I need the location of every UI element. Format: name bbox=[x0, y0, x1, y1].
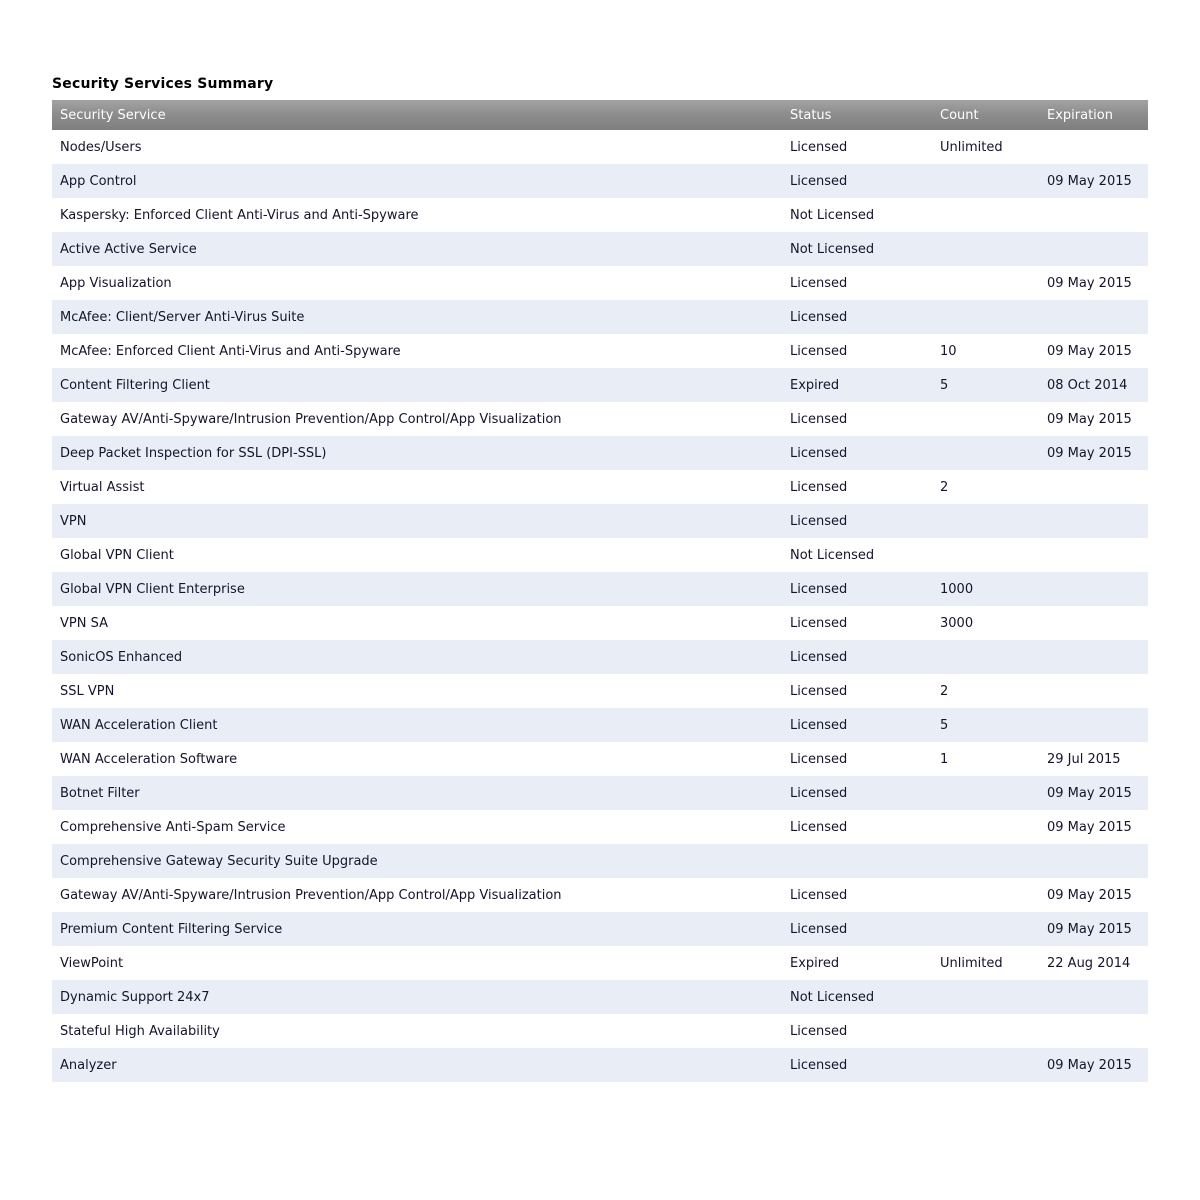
service-cell: Nodes/Users bbox=[52, 130, 782, 164]
security-services-summary-panel bbox=[52, 76, 1148, 1082]
count-cell bbox=[932, 402, 1039, 436]
count-cell bbox=[932, 878, 1039, 912]
table-row bbox=[52, 640, 1148, 674]
service-cell: Global VPN Client Enterprise bbox=[52, 572, 782, 606]
status-cell: Licensed bbox=[782, 334, 932, 368]
status-cell: Expired bbox=[782, 946, 932, 980]
table-row bbox=[52, 198, 1148, 232]
status-cell: Not Licensed bbox=[782, 198, 932, 232]
expiration-cell: 09 May 2015 bbox=[1039, 810, 1148, 844]
table-row bbox=[52, 266, 1148, 300]
expiration-cell: 09 May 2015 bbox=[1039, 912, 1148, 946]
expiration-cell bbox=[1039, 674, 1148, 708]
count-cell bbox=[932, 266, 1039, 300]
count-cell bbox=[932, 436, 1039, 470]
status-cell: Licensed bbox=[782, 164, 932, 198]
expiration-cell: 22 Aug 2014 bbox=[1039, 946, 1148, 980]
count-cell: Unlimited bbox=[932, 946, 1039, 980]
table-header-row bbox=[52, 100, 1148, 130]
table-row bbox=[52, 776, 1148, 810]
service-cell: Dynamic Support 24x7 bbox=[52, 980, 782, 1014]
expiration-cell: 09 May 2015 bbox=[1039, 266, 1148, 300]
count-cell bbox=[932, 844, 1039, 878]
service-cell: Comprehensive Anti-Spam Service bbox=[52, 810, 782, 844]
service-cell: VPN SA bbox=[52, 606, 782, 640]
service-cell: Content Filtering Client bbox=[52, 368, 782, 402]
status-cell: Licensed bbox=[782, 742, 932, 776]
expiration-cell bbox=[1039, 606, 1148, 640]
status-cell: Licensed bbox=[782, 674, 932, 708]
expiration-cell: 09 May 2015 bbox=[1039, 334, 1148, 368]
status-cell: Licensed bbox=[782, 402, 932, 436]
expiration-cell bbox=[1039, 844, 1148, 878]
table-row bbox=[52, 1014, 1148, 1048]
status-cell: Licensed bbox=[782, 912, 932, 946]
col-header-expiration: Expiration bbox=[1039, 100, 1148, 130]
status-cell: Not Licensed bbox=[782, 538, 932, 572]
status-cell: Licensed bbox=[782, 878, 932, 912]
status-cell: Expired bbox=[782, 368, 932, 402]
expiration-cell bbox=[1039, 1014, 1148, 1048]
service-cell: Comprehensive Gateway Security Suite Upgrade bbox=[52, 844, 782, 878]
service-cell: Gateway AV/Anti-Spyware/Intrusion Prevention/App Control/App Visualization bbox=[52, 878, 782, 912]
count-cell bbox=[932, 504, 1039, 538]
service-cell: McAfee: Client/Server Anti-Virus Suite bbox=[52, 300, 782, 334]
service-cell: App Visualization bbox=[52, 266, 782, 300]
page-title: Security Services Summary bbox=[52, 76, 274, 92]
service-cell: SonicOS Enhanced bbox=[52, 640, 782, 674]
expiration-cell bbox=[1039, 708, 1148, 742]
count-cell bbox=[932, 1048, 1039, 1082]
expiration-cell: 29 Jul 2015 bbox=[1039, 742, 1148, 776]
status-cell: Licensed bbox=[782, 1014, 932, 1048]
count-cell: 5 bbox=[932, 368, 1039, 402]
service-cell: WAN Acceleration Software bbox=[52, 742, 782, 776]
expiration-cell: 09 May 2015 bbox=[1039, 776, 1148, 810]
service-cell: ViewPoint bbox=[52, 946, 782, 980]
status-cell: Licensed bbox=[782, 810, 932, 844]
table-row bbox=[52, 130, 1148, 164]
expiration-cell: 09 May 2015 bbox=[1039, 878, 1148, 912]
security-services-table bbox=[52, 100, 1148, 1082]
service-cell: App Control bbox=[52, 164, 782, 198]
expiration-cell: 09 May 2015 bbox=[1039, 164, 1148, 198]
expiration-cell bbox=[1039, 130, 1148, 164]
service-cell: Active Active Service bbox=[52, 232, 782, 266]
status-cell: Licensed bbox=[782, 606, 932, 640]
table-row bbox=[52, 368, 1148, 402]
count-cell: 5 bbox=[932, 708, 1039, 742]
col-header-security-service: Security Service bbox=[52, 100, 782, 130]
status-cell: Licensed bbox=[782, 470, 932, 504]
status-cell: Not Licensed bbox=[782, 980, 932, 1014]
table-row bbox=[52, 844, 1148, 878]
service-cell: Gateway AV/Anti-Spyware/Intrusion Prevention/App Control/App Visualization bbox=[52, 402, 782, 436]
count-cell bbox=[932, 538, 1039, 572]
table-row bbox=[52, 300, 1148, 334]
count-cell: Unlimited bbox=[932, 130, 1039, 164]
count-cell bbox=[932, 300, 1039, 334]
expiration-cell bbox=[1039, 504, 1148, 538]
expiration-cell bbox=[1039, 980, 1148, 1014]
status-cell: Licensed bbox=[782, 300, 932, 334]
count-cell bbox=[932, 1014, 1039, 1048]
count-cell bbox=[932, 232, 1039, 266]
expiration-cell: 09 May 2015 bbox=[1039, 402, 1148, 436]
table-row bbox=[52, 1048, 1148, 1082]
status-cell: Licensed bbox=[782, 130, 932, 164]
count-cell: 2 bbox=[932, 674, 1039, 708]
table-row bbox=[52, 674, 1148, 708]
expiration-cell: 09 May 2015 bbox=[1039, 436, 1148, 470]
service-cell: Botnet Filter bbox=[52, 776, 782, 810]
service-cell: McAfee: Enforced Client Anti-Virus and Anti-Spyware bbox=[52, 334, 782, 368]
status-cell: Not Licensed bbox=[782, 232, 932, 266]
count-cell bbox=[932, 776, 1039, 810]
service-cell: WAN Acceleration Client bbox=[52, 708, 782, 742]
service-cell: SSL VPN bbox=[52, 674, 782, 708]
col-header-status: Status bbox=[782, 100, 932, 130]
table-row bbox=[52, 708, 1148, 742]
count-cell bbox=[932, 164, 1039, 198]
status-cell: Licensed bbox=[782, 776, 932, 810]
table-row bbox=[52, 504, 1148, 538]
service-cell: Premium Content Filtering Service bbox=[52, 912, 782, 946]
count-cell: 3000 bbox=[932, 606, 1039, 640]
table-row bbox=[52, 912, 1148, 946]
count-cell bbox=[932, 810, 1039, 844]
table-row bbox=[52, 538, 1148, 572]
status-cell: Licensed bbox=[782, 1048, 932, 1082]
col-header-count: Count bbox=[932, 100, 1039, 130]
expiration-cell bbox=[1039, 232, 1148, 266]
table-row bbox=[52, 980, 1148, 1014]
expiration-cell bbox=[1039, 640, 1148, 674]
service-cell: Stateful High Availability bbox=[52, 1014, 782, 1048]
expiration-cell bbox=[1039, 538, 1148, 572]
table-row bbox=[52, 572, 1148, 606]
expiration-cell: 09 May 2015 bbox=[1039, 1048, 1148, 1082]
table-row bbox=[52, 402, 1148, 436]
count-cell: 2 bbox=[932, 470, 1039, 504]
count-cell bbox=[932, 980, 1039, 1014]
table-row bbox=[52, 164, 1148, 198]
expiration-cell bbox=[1039, 572, 1148, 606]
count-cell: 1 bbox=[932, 742, 1039, 776]
table-row bbox=[52, 470, 1148, 504]
service-cell: Virtual Assist bbox=[52, 470, 782, 504]
expiration-cell bbox=[1039, 300, 1148, 334]
count-cell bbox=[932, 198, 1039, 232]
table-row bbox=[52, 334, 1148, 368]
expiration-cell bbox=[1039, 470, 1148, 504]
table-row bbox=[52, 436, 1148, 470]
status-cell: Licensed bbox=[782, 504, 932, 538]
status-cell: Licensed bbox=[782, 266, 932, 300]
table-row bbox=[52, 232, 1148, 266]
service-cell: VPN bbox=[52, 504, 782, 538]
count-cell bbox=[932, 912, 1039, 946]
table-row bbox=[52, 606, 1148, 640]
table-row bbox=[52, 810, 1148, 844]
table-row bbox=[52, 742, 1148, 776]
expiration-cell: 08 Oct 2014 bbox=[1039, 368, 1148, 402]
count-cell: 1000 bbox=[932, 572, 1039, 606]
status-cell: Licensed bbox=[782, 436, 932, 470]
status-cell: Licensed bbox=[782, 572, 932, 606]
count-cell bbox=[932, 640, 1039, 674]
table-row bbox=[52, 946, 1148, 980]
count-cell: 10 bbox=[932, 334, 1039, 368]
expiration-cell bbox=[1039, 198, 1148, 232]
table-body bbox=[52, 130, 1148, 1082]
status-cell bbox=[782, 844, 932, 878]
service-cell: Deep Packet Inspection for SSL (DPI-SSL) bbox=[52, 436, 782, 470]
table-row bbox=[52, 878, 1148, 912]
status-cell: Licensed bbox=[782, 708, 932, 742]
service-cell: Analyzer bbox=[52, 1048, 782, 1082]
service-cell: Global VPN Client bbox=[52, 538, 782, 572]
status-cell: Licensed bbox=[782, 640, 932, 674]
service-cell: Kaspersky: Enforced Client Anti-Virus and Anti-Spyware bbox=[52, 198, 782, 232]
